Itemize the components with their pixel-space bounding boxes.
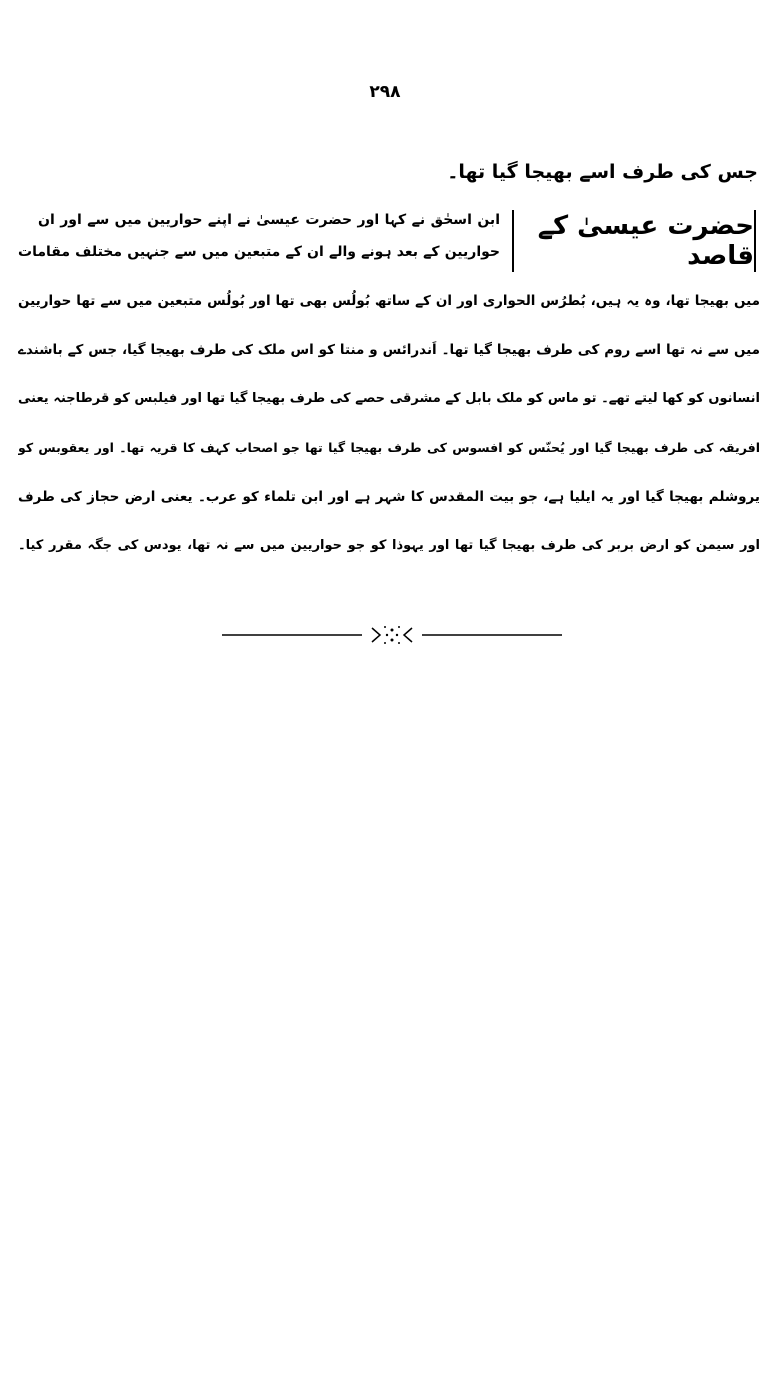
text-line-9: اور سیمن کو ارض بربر کی طرف بھیجا گیا تھا اور یہوذا کو جو حواریین میں سے نہ تھا، یودس کی جگہ مقرر کیا۔ — [18, 538, 760, 553]
text-line-6: انسانوں کو کھا لیتے تھے۔ تو ماس کو ملک بابل کے مشرقی حصے کی طرف بھیجا گیا تھا اور فیلبس کو قرطاجنہ یعنی — [18, 391, 760, 406]
text-line-5: میں سے نہ تھا اسے روم کی طرف بھیجا گیا تھا۔ اَندرائس و منتا کو اس ملک کی طرف بھیجا گیا، جس کے باشندے — [18, 342, 760, 358]
text-line-4: میں بھیجا تھا، وہ یہ ہیں، بُطرُس الحواری اور ان کے ساتھ بُولُس بھی تھا اور بُولُس متبعین میں سے تھا حواریین — [18, 293, 760, 309]
text-line-7: افریقہ کی طرف بھیجا گیا اور یُحنّس کو افسوس کی طرف بھیجا گیا تھا جو اصحاب کہف کا قریہ تھا۔ اور یعقوبس کو — [18, 440, 760, 455]
text-line-8: یروشلم بھیجا گیا اور یہ ایلیا ہے، جو بیت المقدس کا شہر ہے اور ابن تلماء کو عرب۔ یعنی ارض حجاز کی طرف — [18, 489, 760, 505]
text-line-3: حواریین کے بعد ہونے والے ان کے متبعین میں سے جنہیں مختلف مقامات — [18, 244, 500, 260]
ornamental-divider — [222, 620, 562, 650]
section-heading-box — [512, 210, 756, 272]
text-line-2: ابن اسحٰق نے کہا اور حضرت عیسیٰ نے اپنے حواریین میں سے اور ان — [38, 212, 500, 228]
section-heading: حضرت عیسیٰ کے قاصد — [537, 211, 754, 271]
page-number: ۲۹۸ — [369, 82, 401, 102]
text-line-1: جس کی طرف اسے بھیجا گیا تھا۔ — [447, 161, 758, 183]
